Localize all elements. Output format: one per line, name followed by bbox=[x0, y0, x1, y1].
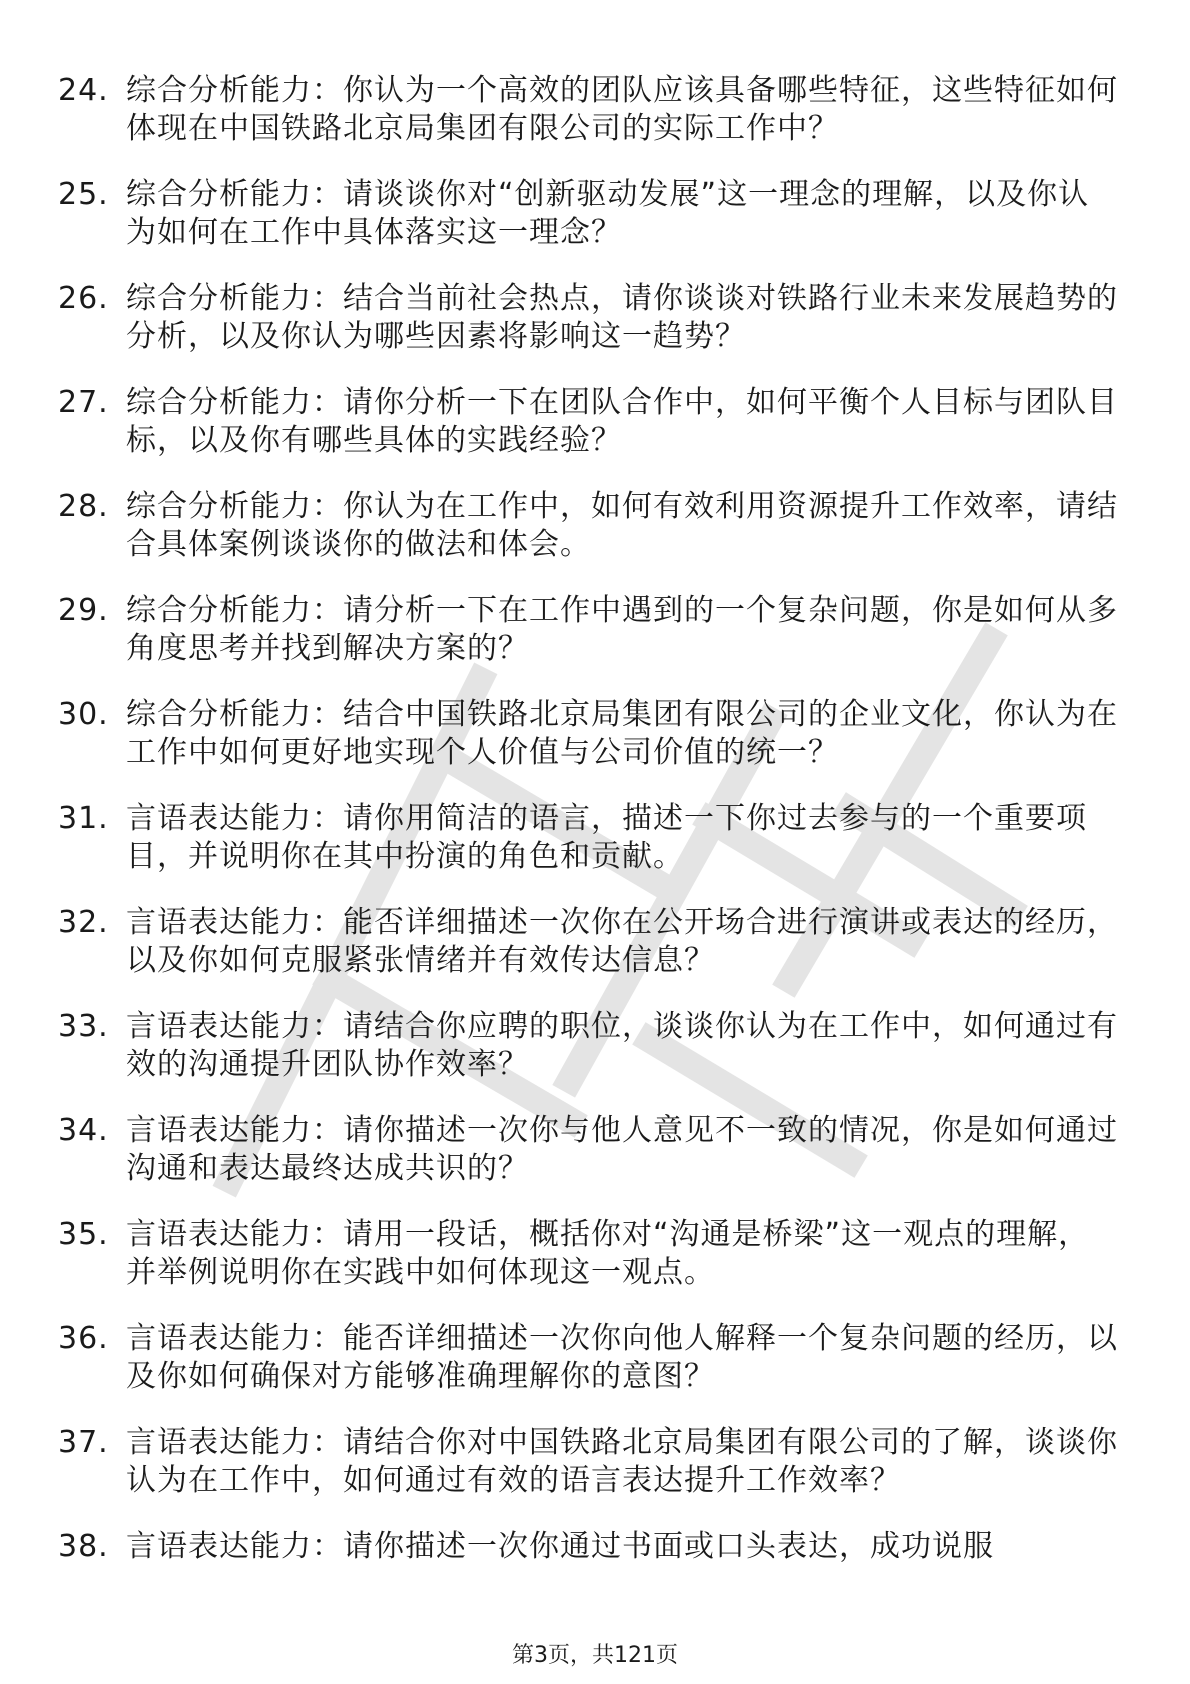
question-text: 综合分析能力：请谈谈你对“创新驱动发展”这一理念的理解，以及你认为如何在工作中具体落实这一理念？ bbox=[126, 177, 1090, 250]
list-item bbox=[58, 1528, 1118, 1566]
question-text: 综合分析能力：结合当前社会热点，请你谈谈对铁路行业未来发展趋势的分析，以及你认为哪些因素将影响这一趋势？ bbox=[126, 281, 1118, 354]
list-item bbox=[58, 696, 1118, 772]
list-item bbox=[58, 904, 1118, 980]
question-number: 35. bbox=[58, 1217, 109, 1252]
question-text: 言语表达能力：能否详细描述一次你向他人解释一个复杂问题的经历，以及你如何确保对方能够准确理解你的意图？ bbox=[126, 1321, 1118, 1394]
question-number: 25. bbox=[58, 177, 109, 212]
list-item bbox=[58, 1320, 1118, 1396]
question-number: 31. bbox=[58, 801, 109, 836]
question-text: 言语表达能力：请结合你对中国铁路北京局集团有限公司的了解，谈谈你认为在工作中，如何通过有效的语言表达提升工作效率？ bbox=[126, 1425, 1118, 1498]
question-number: 26. bbox=[58, 281, 109, 316]
question-number: 38. bbox=[58, 1529, 109, 1564]
question-text: 言语表达能力：请结合你应聘的职位，谈谈你认为在工作中，如何通过有效的沟通提升团队协作效率？ bbox=[126, 1009, 1118, 1082]
question-text: 言语表达能力：能否详细描述一次你在公开场合进行演讲或表达的经历，以及你如何克服紧张情绪并有效传达信息？ bbox=[126, 905, 1118, 978]
question-number: 27. bbox=[58, 385, 109, 420]
page-footer: 第3页，共121页 bbox=[512, 1643, 678, 1668]
list-item bbox=[58, 1216, 1118, 1292]
question-text: 综合分析能力：结合中国铁路北京局集团有限公司的企业文化，你认为在工作中如何更好地实现个人价值与公司价值的统一？ bbox=[126, 697, 1118, 770]
question-number: 24. bbox=[58, 73, 109, 108]
question-text: 言语表达能力：请你描述一次你通过书面或口头表达，成功说服 bbox=[126, 1529, 994, 1564]
list-item bbox=[58, 384, 1118, 460]
question-number: 28. bbox=[58, 489, 109, 524]
question-number: 32. bbox=[58, 905, 109, 940]
question-text: 综合分析能力：你认为一个高效的团队应该具备哪些特征，这些特征如何体现在中国铁路北京局集团有限公司的实际工作中？ bbox=[126, 73, 1118, 146]
question-number: 29. bbox=[58, 593, 109, 628]
question-number: 34. bbox=[58, 1113, 109, 1148]
question-text: 综合分析能力：你认为在工作中，如何有效利用资源提升工作效率，请结合具体案例谈谈你的做法和体会。 bbox=[126, 489, 1118, 562]
question-number: 37. bbox=[58, 1425, 109, 1460]
list-item bbox=[58, 1424, 1118, 1500]
question-text: 言语表达能力：请你描述一次你与他人意见不一致的情况，你是如何通过沟通和表达最终达成共识的？ bbox=[126, 1113, 1118, 1186]
question-text: 综合分析能力：请分析一下在工作中遇到的一个复杂问题，你是如何从多角度思考并找到解决方案的？ bbox=[126, 593, 1118, 666]
question-text: 综合分析能力：请你分析一下在团队合作中，如何平衡个人目标与团队目标，以及你有哪些具体的实践经验？ bbox=[126, 385, 1118, 458]
list-item bbox=[58, 800, 1118, 876]
list-item bbox=[58, 280, 1118, 356]
list-item bbox=[58, 488, 1118, 564]
list-item bbox=[58, 1008, 1118, 1084]
question-number: 33. bbox=[58, 1009, 109, 1044]
list-item bbox=[58, 592, 1118, 668]
question-text: 言语表达能力：请你用简洁的语言，描述一下你过去参与的一个重要项目，并说明你在其中扮演的角色和贡献。 bbox=[126, 801, 1087, 874]
question-list bbox=[58, 72, 1118, 1594]
list-item bbox=[58, 1112, 1118, 1188]
list-item bbox=[58, 72, 1118, 148]
question-number: 30. bbox=[58, 697, 109, 732]
list-item bbox=[58, 176, 1118, 252]
question-text: 言语表达能力：请用一段话，概括你对“沟通是桥梁”这一观点的理解，并举例说明你在实践中如何体现这一观点。 bbox=[126, 1217, 1090, 1290]
question-number: 36. bbox=[58, 1321, 109, 1356]
